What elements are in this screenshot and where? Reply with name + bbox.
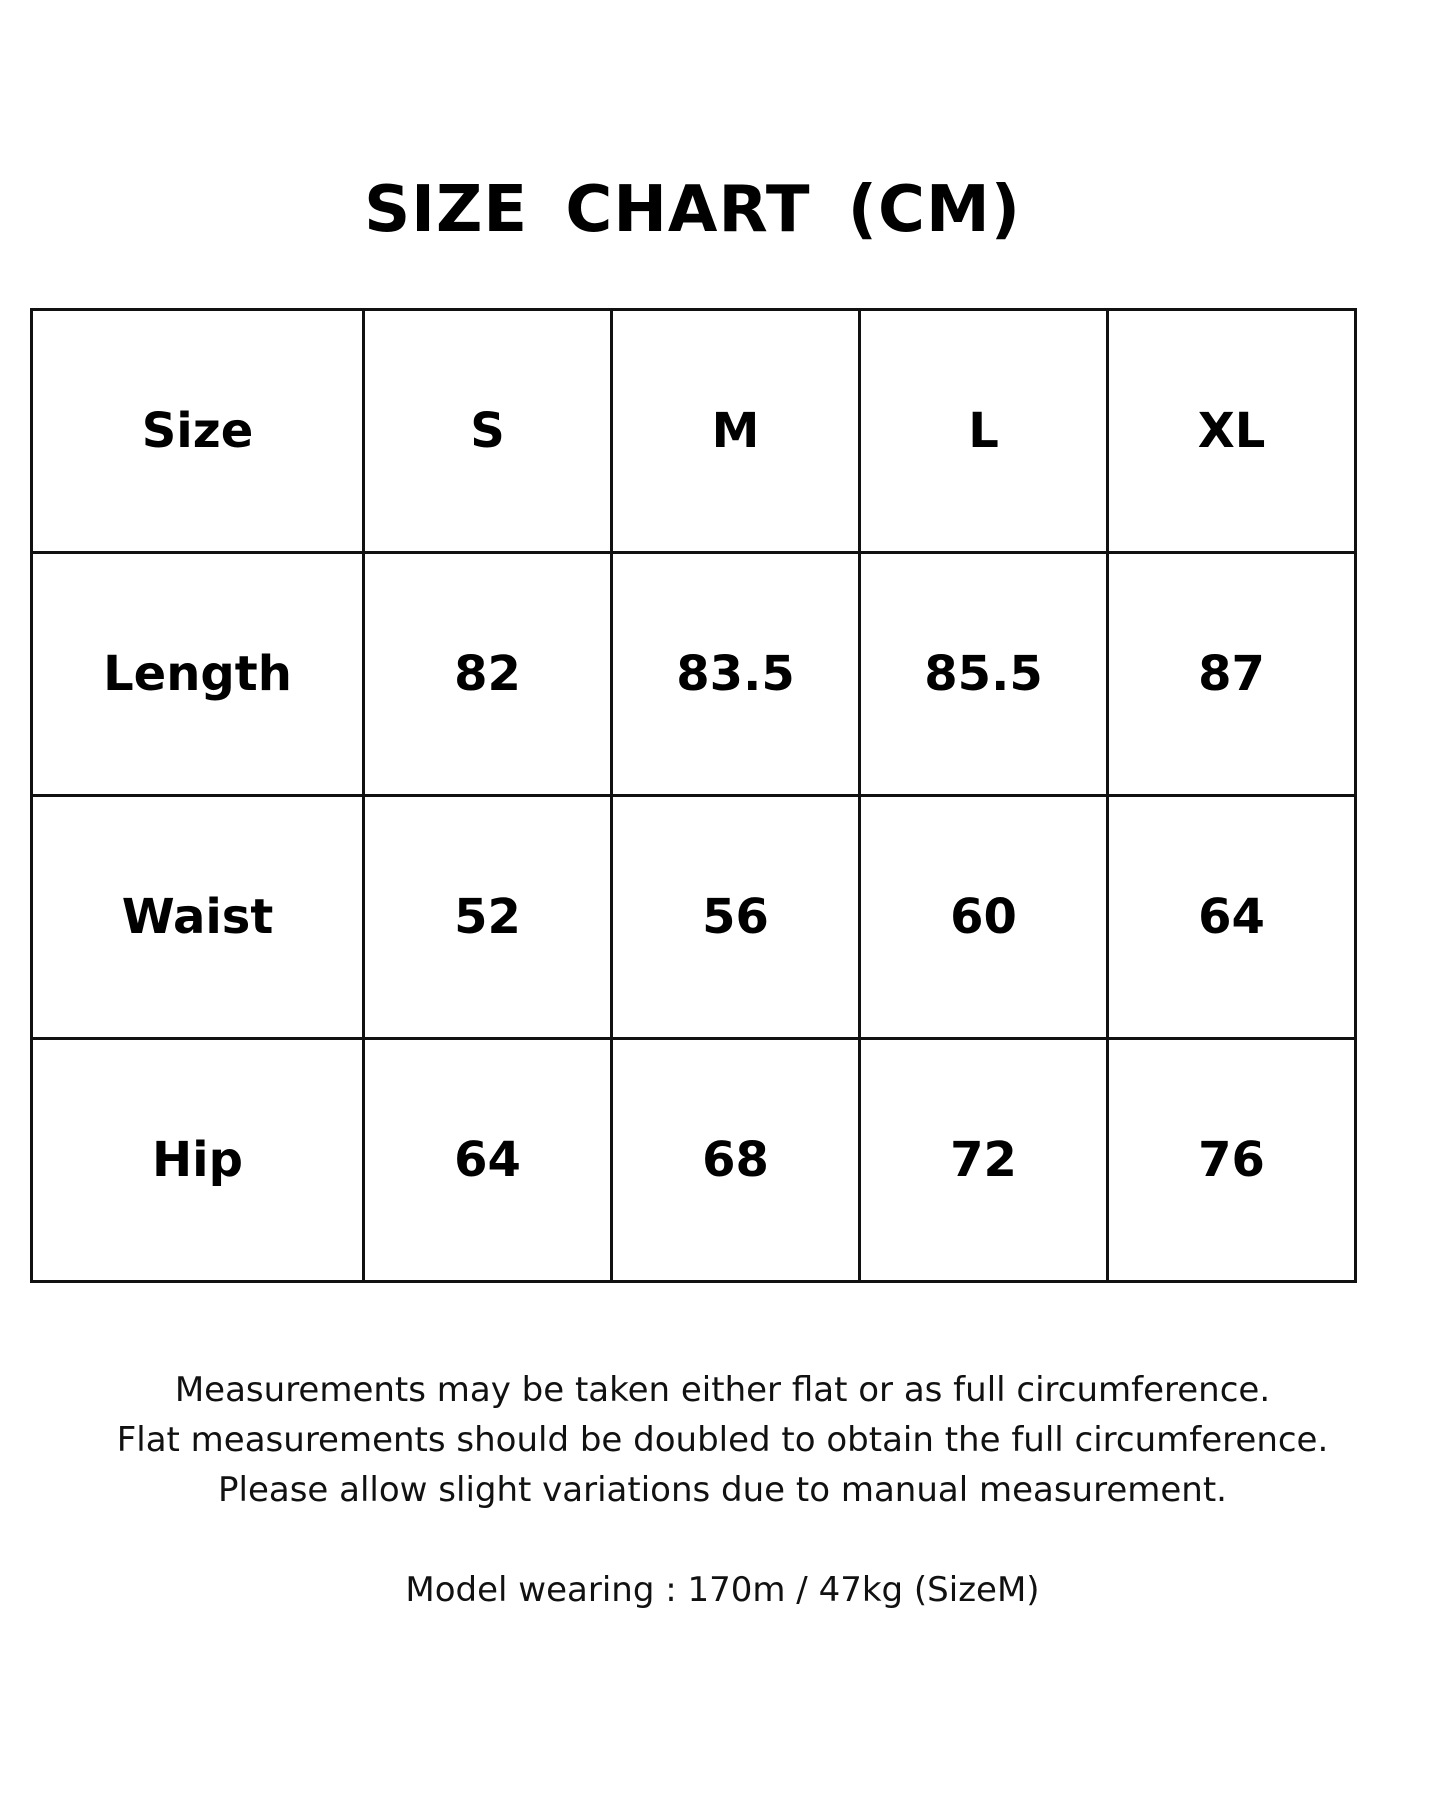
table-cell: 64 bbox=[364, 1039, 612, 1282]
table-cell: 56 bbox=[612, 796, 860, 1039]
table-cell: 87 bbox=[1108, 553, 1356, 796]
model-info: Model wearing : 170m / 47kg (SizeM) bbox=[405, 1570, 1040, 1610]
size-chart-table bbox=[30, 308, 1357, 1283]
note-line: Please allow slight variations due to manual measurement. bbox=[218, 1470, 1227, 1510]
row-label-length: Length bbox=[32, 553, 364, 796]
table-cell: 83.5 bbox=[612, 553, 860, 796]
page-title: SIZE CHART (CM) bbox=[364, 173, 1021, 247]
table-row bbox=[32, 796, 1356, 1039]
table-row bbox=[32, 1039, 1356, 1282]
header-cell-xl: XL bbox=[1108, 310, 1356, 553]
note-line: Flat measurements should be doubled to obtain the full circumference. bbox=[116, 1420, 1329, 1460]
header-cell-m: M bbox=[612, 310, 860, 553]
table-cell: 76 bbox=[1108, 1039, 1356, 1282]
table-cell: 82 bbox=[364, 553, 612, 796]
table-cell: 85.5 bbox=[860, 553, 1108, 796]
header-cell-l: L bbox=[860, 310, 1108, 553]
table-row bbox=[32, 553, 1356, 796]
table-header-row bbox=[32, 310, 1356, 553]
table-cell: 68 bbox=[612, 1039, 860, 1282]
note-line: Measurements may be taken either flat or as full circumference. bbox=[174, 1370, 1271, 1410]
table-cell: 52 bbox=[364, 796, 612, 1039]
header-cell-s: S bbox=[364, 310, 612, 553]
row-label-hip: Hip bbox=[32, 1039, 364, 1282]
table-cell: 64 bbox=[1108, 796, 1356, 1039]
header-cell-size: Size bbox=[32, 310, 364, 553]
row-label-waist: Waist bbox=[32, 796, 364, 1039]
measurement-notes bbox=[0, 1365, 1445, 1515]
table-cell: 60 bbox=[860, 796, 1108, 1039]
table-cell: 72 bbox=[860, 1039, 1108, 1282]
